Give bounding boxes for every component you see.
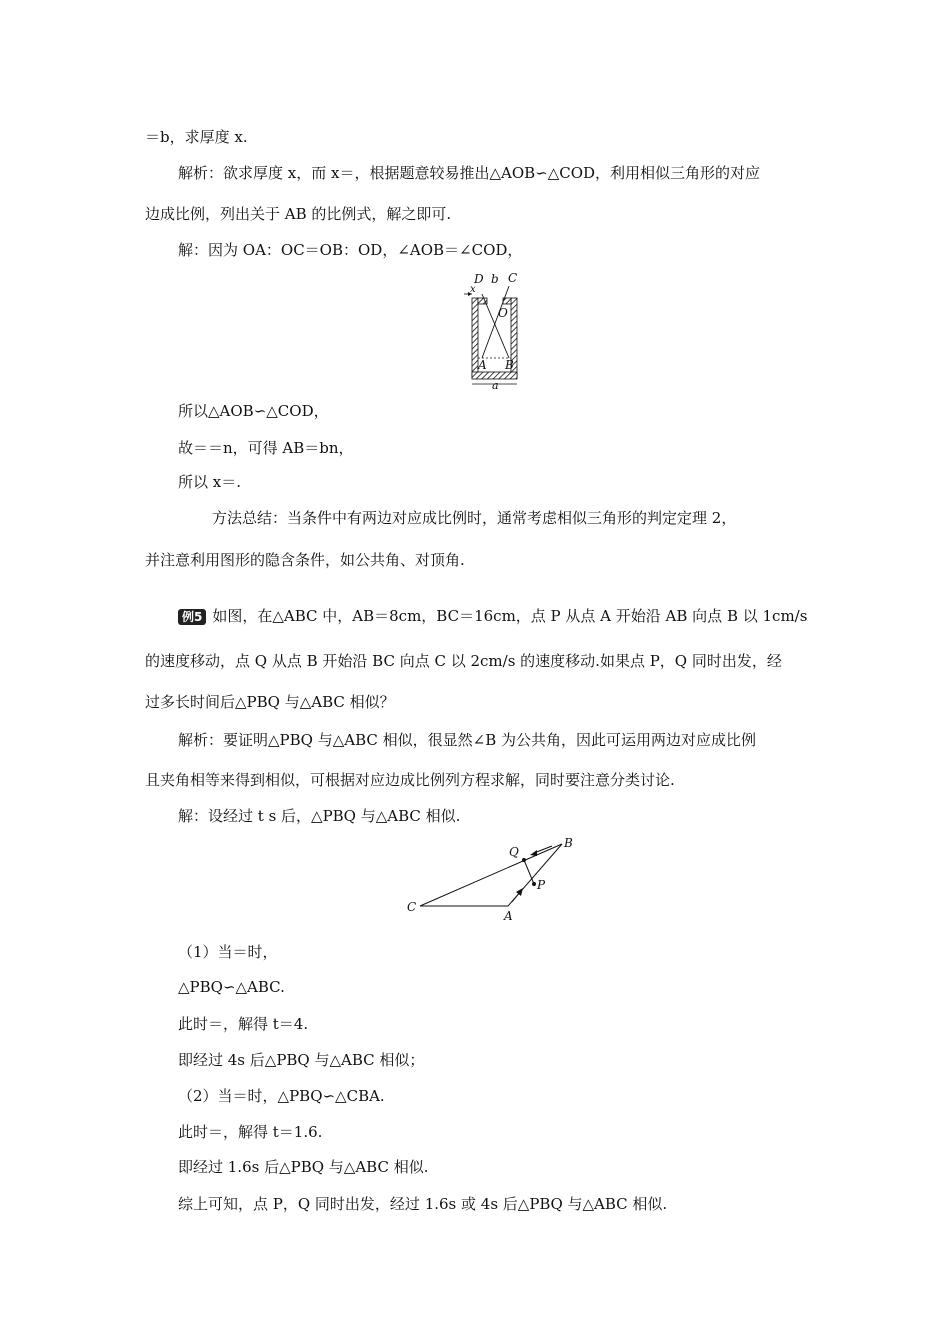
text-line-18: 此时＝，解得 t＝4. [178,1015,309,1033]
text-line-6: 故＝＝n，可得 AB＝bn， [178,439,354,457]
text-line-1: ＝b，求厚度 x. [145,128,248,146]
text-line-12: 过多长时间后△PBQ 与△ABC 相似？ [145,693,395,711]
example-5-line-1 [178,606,807,626]
point-P [532,882,536,886]
text-line-7: 所以 x＝. [178,473,241,491]
text-line-16: （1）当＝时， [178,943,278,961]
text-line-19: 即经过 4s 后△PBQ 与△ABC 相似； [178,1051,425,1069]
arrow-P-head [516,888,523,896]
text-line-17: △PBQ∽△ABC. [178,978,285,996]
point-Q [522,858,526,862]
text-line-21: 此时＝，解得 t＝1.6. [178,1123,323,1141]
arrow-Q-head [530,850,537,856]
text-line-13: 解析：要证明△PBQ 与△ABC 相似，很显然∠B 为公共角，因此可运用两边对应成比例 [178,731,756,749]
example-5-text: 如图，在△ABC 中，AB＝8cm，BC＝16cm，点 P 从点 A 开始沿 AB 向点 B 以 1cm/s [212,607,808,625]
label-D: D [474,272,484,286]
label-B: B [564,836,573,850]
text-line-9: 并注意利用图形的隐含条件，如公共角、对顶角. [145,551,465,569]
text-line-5: 所以△AOB∽△COD， [178,402,329,420]
label-O: O [498,306,508,320]
triangle-figure [400,834,590,924]
text-line-23: 综上可知，点 P，Q 同时出发，经过 1.6s 或 4s 后△PBQ 与△ABC 相似. [178,1195,668,1213]
label-A: A [478,358,487,372]
triangle-ABC [420,844,562,906]
segment-PQ [524,860,534,884]
line-CA [482,286,509,358]
label-A: A [504,909,513,923]
text-line-4: 解：因为 OA：OC＝OB：OD，∠AOB＝∠COD， [178,241,523,259]
text-line-14: 且夹角相等来得到相似，可根据对应边成比例列方程求解，同时要注意分类讨论. [145,771,675,789]
label-a: a [492,379,499,392]
label-Q: Q [509,845,519,859]
label-P: P [537,878,546,892]
label-b: b [491,272,499,286]
bottom-wall [472,372,517,379]
text-line-11: 的速度移动，点 Q 从点 B 开始沿 BC 向点 C 以 2cm/s 的速度移动.如果点 P，Q 同时出发，经 [145,652,782,670]
box-figure [460,270,530,392]
label-B: B [505,358,514,372]
label-C: C [407,900,417,914]
text-line-2: 解析：欲求厚度 x，而 x＝，根据题意较易推出△AOB∽△COD，利用相似三角形的对应 [178,164,761,182]
text-line-20: （2）当＝时，△PBQ∽△CBA. [178,1087,385,1105]
example-badge: 例5 [178,609,206,625]
text-line-8: 方法总结：当条件中有两边对应成比例时，通常考虑相似三角形的判定定理 2， [212,509,737,527]
text-line-3: 边成比例，列出关于 AB 的比例式，解之即可. [145,205,452,223]
text-line-15: 解：设经过 t s 后，△PBQ 与△ABC 相似. [178,807,461,825]
label-C: C [508,271,518,285]
text-line-22: 即经过 1.6s 后△PBQ 与△ABC 相似. [178,1158,429,1176]
label-x: x [470,284,476,295]
